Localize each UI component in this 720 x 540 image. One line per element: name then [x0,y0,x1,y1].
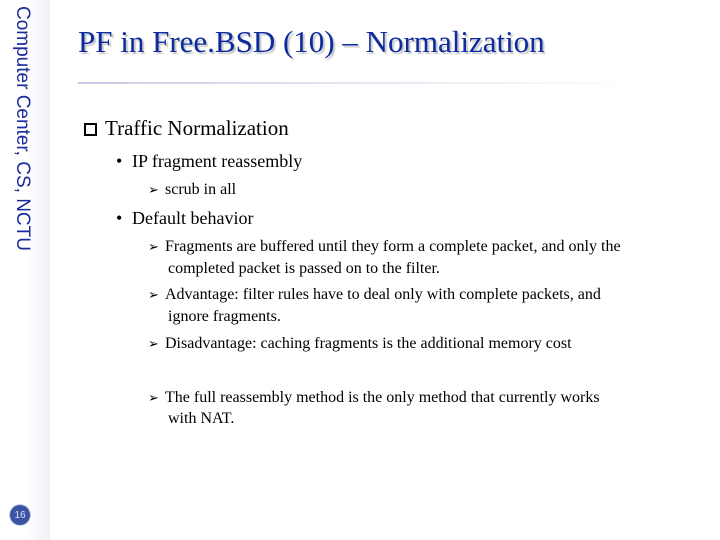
arrow-bullet-icon: ➢ [148,287,159,302]
bullet-fragments-buffered-cont: completed packet is passed on to the filter. [168,260,440,277]
bullet-text: Default behavior [132,208,254,228]
slide-title: PF in Free.BSD (10) – Normalization [78,24,545,59]
dot-bullet-icon: • [116,151,123,171]
side-label: Computer Center, CS, NCTU [12,6,33,251]
bullet-ip-fragment-reassembly [116,151,302,172]
arrow-bullet-icon: ➢ [148,182,159,197]
bullet-scrub-in-all [148,181,236,199]
bullet-traffic-normalization [84,116,289,141]
dot-bullet-icon: • [116,208,123,228]
bullet-advantage [148,286,601,304]
arrow-bullet-icon: ➢ [148,390,159,405]
bullet-disadvantage [148,335,572,353]
bullet-text: Disadvantage: caching fragments is the additional memory cost [165,335,572,352]
arrow-bullet-icon: ➢ [148,239,159,254]
bullet-text: Advantage: filter rules have to deal only with complete packets, and [165,286,601,303]
bullet-fragments-buffered [148,238,621,256]
bullet-text: Fragments are buffered until they form a complete packet, and only the [165,238,621,255]
bullet-text: Traffic Normalization [105,116,289,140]
bullet-text: IP fragment reassembly [132,151,303,171]
bullet-full-reassembly-cont: with NAT. [168,410,235,427]
bullet-text: scrub in all [165,181,237,198]
bullet-full-reassembly [148,389,600,407]
bullet-default-behavior [116,208,253,229]
square-bullet-icon [84,123,97,136]
title-divider [78,82,644,84]
page-number-badge: 16 [10,505,30,525]
arrow-bullet-icon: ➢ [148,336,159,351]
bullet-advantage-cont: ignore fragments. [168,308,281,325]
bullet-text: The full reassembly method is the only method that currently works [165,389,600,406]
